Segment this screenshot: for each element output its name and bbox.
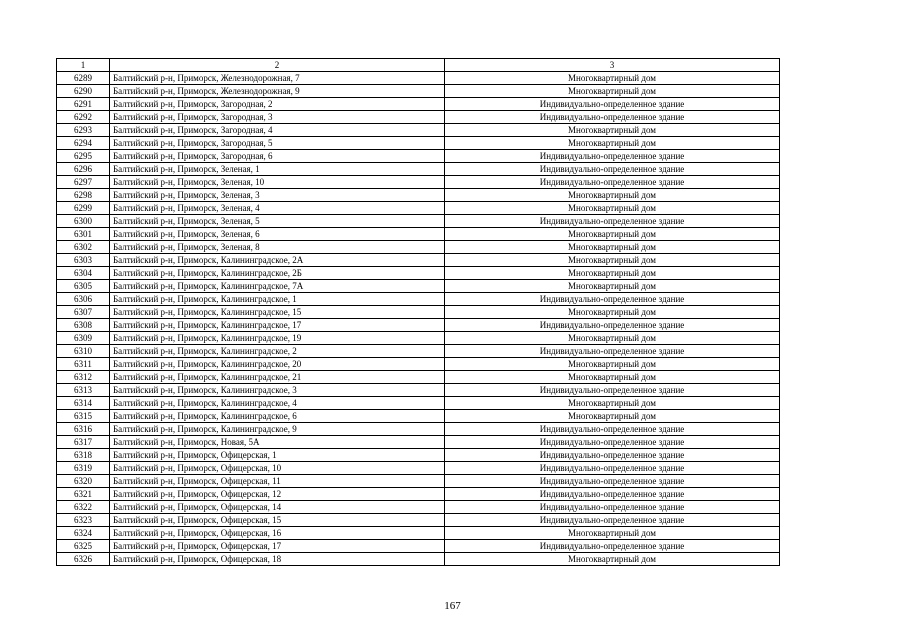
building-type-cell: Индивидуально-определенное здание (445, 111, 780, 124)
row-number-cell: 6317 (57, 436, 110, 449)
row-number-cell: 6300 (57, 215, 110, 228)
row-number-cell: 6321 (57, 488, 110, 501)
building-type-cell: Многоквартирный дом (445, 241, 780, 254)
table-row (57, 540, 780, 553)
table-row (57, 527, 780, 540)
table-row (57, 202, 780, 215)
address-cell: Балтийский р-н, Приморск, Калининградское, 21 (110, 371, 445, 384)
address-cell: Балтийский р-н, Приморск, Зеленая, 4 (110, 202, 445, 215)
row-number-cell: 6310 (57, 345, 110, 358)
building-type-cell: Индивидуально-определенное здание (445, 475, 780, 488)
table-row (57, 449, 780, 462)
row-number-cell: 6305 (57, 280, 110, 293)
row-number-cell: 6324 (57, 527, 110, 540)
table-row (57, 150, 780, 163)
table-row (57, 384, 780, 397)
address-cell: Балтийский р-н, Приморск, Калининградское, 17 (110, 319, 445, 332)
table-row (57, 332, 780, 345)
row-number-cell: 6298 (57, 189, 110, 202)
row-number-cell: 6299 (57, 202, 110, 215)
address-cell: Балтийский р-н, Приморск, Зеленая, 6 (110, 228, 445, 241)
table-row (57, 501, 780, 514)
building-type-cell: Многоквартирный дом (445, 202, 780, 215)
column-header-type: 3 (445, 59, 780, 72)
row-number-cell: 6297 (57, 176, 110, 189)
building-type-cell: Индивидуально-определенное здание (445, 293, 780, 306)
table-row (57, 228, 780, 241)
building-type-cell: Многоквартирный дом (445, 306, 780, 319)
table-row (57, 423, 780, 436)
building-type-cell: Многоквартирный дом (445, 254, 780, 267)
table-row (57, 293, 780, 306)
building-type-cell: Многоквартирный дом (445, 85, 780, 98)
table-row (57, 163, 780, 176)
building-type-cell: Индивидуально-определенное здание (445, 462, 780, 475)
table-row (57, 137, 780, 150)
building-type-cell: Индивидуально-определенное здание (445, 488, 780, 501)
table-row (57, 358, 780, 371)
building-type-cell: Индивидуально-определенное здание (445, 540, 780, 553)
row-number-cell: 6326 (57, 553, 110, 566)
row-number-cell: 6301 (57, 228, 110, 241)
address-cell: Балтийский р-н, Приморск, Загородная, 5 (110, 137, 445, 150)
row-number-cell: 6316 (57, 423, 110, 436)
address-cell: Балтийский р-н, Приморск, Загородная, 6 (110, 150, 445, 163)
row-number-cell: 6323 (57, 514, 110, 527)
building-type-cell: Индивидуально-определенное здание (445, 98, 780, 111)
row-number-cell: 6304 (57, 267, 110, 280)
row-number-cell: 6322 (57, 501, 110, 514)
address-cell: Балтийский р-н, Приморск, Новая, 5А (110, 436, 445, 449)
building-type-cell: Индивидуально-определенное здание (445, 319, 780, 332)
building-type-cell: Индивидуально-определенное здание (445, 150, 780, 163)
address-cell: Балтийский р-н, Приморск, Загородная, 4 (110, 124, 445, 137)
building-type-cell: Многоквартирный дом (445, 332, 780, 345)
column-header-address: 2 (110, 59, 445, 72)
table-row (57, 176, 780, 189)
registry-table (56, 58, 780, 566)
address-cell: Балтийский р-н, Приморск, Зеленая, 10 (110, 176, 445, 189)
row-number-cell: 6319 (57, 462, 110, 475)
row-number-cell: 6325 (57, 540, 110, 553)
address-cell: Балтийский р-н, Приморск, Калининградское, 4 (110, 397, 445, 410)
row-number-cell: 6307 (57, 306, 110, 319)
address-cell: Балтийский р-н, Приморск, Офицерская, 17 (110, 540, 445, 553)
address-cell: Балтийский р-н, Приморск, Калининградское, 2А (110, 254, 445, 267)
table-header-row (57, 59, 780, 72)
building-type-cell: Индивидуально-определенное здание (445, 345, 780, 358)
building-type-cell: Многоквартирный дом (445, 371, 780, 384)
row-number-cell: 6313 (57, 384, 110, 397)
address-cell: Балтийский р-н, Приморск, Зеленая, 5 (110, 215, 445, 228)
building-type-cell: Индивидуально-определенное здание (445, 501, 780, 514)
address-cell: Балтийский р-н, Приморск, Офицерская, 14 (110, 501, 445, 514)
row-number-cell: 6312 (57, 371, 110, 384)
address-cell: Балтийский р-н, Приморск, Калининградское, 2Б (110, 267, 445, 280)
building-type-cell: Индивидуально-определенное здание (445, 449, 780, 462)
table-row (57, 345, 780, 358)
table-row (57, 280, 780, 293)
row-number-cell: 6311 (57, 358, 110, 371)
building-type-cell: Многоквартирный дом (445, 228, 780, 241)
building-type-cell: Многоквартирный дом (445, 189, 780, 202)
row-number-cell: 6318 (57, 449, 110, 462)
building-type-cell: Индивидуально-определенное здание (445, 176, 780, 189)
address-cell: Балтийский р-н, Приморск, Калининградское, 1 (110, 293, 445, 306)
table-row (57, 436, 780, 449)
table-row (57, 462, 780, 475)
table-row (57, 488, 780, 501)
building-type-cell: Многоквартирный дом (445, 553, 780, 566)
address-cell: Балтийский р-н, Приморск, Загородная, 3 (110, 111, 445, 124)
table-row (57, 72, 780, 85)
row-number-cell: 6296 (57, 163, 110, 176)
table-row (57, 410, 780, 423)
row-number-cell: 6302 (57, 241, 110, 254)
table-row (57, 215, 780, 228)
building-type-cell: Многоквартирный дом (445, 137, 780, 150)
address-cell: Балтийский р-н, Приморск, Офицерская, 12 (110, 488, 445, 501)
address-cell: Балтийский р-н, Приморск, Калининградское, 15 (110, 306, 445, 319)
building-type-cell: Индивидуально-определенное здание (445, 384, 780, 397)
address-cell: Балтийский р-н, Приморск, Калининградское, 19 (110, 332, 445, 345)
table-row (57, 397, 780, 410)
row-number-cell: 6314 (57, 397, 110, 410)
row-number-cell: 6306 (57, 293, 110, 306)
row-number-cell: 6292 (57, 111, 110, 124)
building-type-cell: Многоквартирный дом (445, 280, 780, 293)
address-cell: Балтийский р-н, Приморск, Железнодорожная, 7 (110, 72, 445, 85)
row-number-cell: 6309 (57, 332, 110, 345)
address-cell: Балтийский р-н, Приморск, Калининградское, 3 (110, 384, 445, 397)
table-row (57, 306, 780, 319)
address-cell: Балтийский р-н, Приморск, Железнодорожная, 9 (110, 85, 445, 98)
row-number-cell: 6293 (57, 124, 110, 137)
table-row (57, 98, 780, 111)
page-number: 167 (444, 600, 461, 612)
building-type-cell: Многоквартирный дом (445, 72, 780, 85)
table-row (57, 475, 780, 488)
column-header-number: 1 (57, 59, 110, 72)
address-cell: Балтийский р-н, Приморск, Зеленая, 3 (110, 189, 445, 202)
building-type-cell: Индивидуально-определенное здание (445, 163, 780, 176)
building-type-cell: Многоквартирный дом (445, 527, 780, 540)
building-type-cell: Индивидуально-определенное здание (445, 514, 780, 527)
table-row (57, 124, 780, 137)
table-row (57, 189, 780, 202)
address-cell: Балтийский р-н, Приморск, Офицерская, 1 (110, 449, 445, 462)
row-number-cell: 6303 (57, 254, 110, 267)
building-type-cell: Многоквартирный дом (445, 358, 780, 371)
building-type-cell: Многоквартирный дом (445, 397, 780, 410)
building-type-cell: Многоквартирный дом (445, 267, 780, 280)
row-number-cell: 6291 (57, 98, 110, 111)
address-cell: Балтийский р-н, Приморск, Зеленая, 8 (110, 241, 445, 254)
table-row (57, 267, 780, 280)
table-row (57, 111, 780, 124)
building-type-cell: Многоквартирный дом (445, 124, 780, 137)
address-cell: Балтийский р-н, Приморск, Зеленая, 1 (110, 163, 445, 176)
address-cell: Балтийский р-н, Приморск, Калининградское, 9 (110, 423, 445, 436)
row-number-cell: 6320 (57, 475, 110, 488)
building-type-cell: Индивидуально-определенное здание (445, 215, 780, 228)
building-type-cell: Индивидуально-определенное здание (445, 423, 780, 436)
address-cell: Балтийский р-н, Приморск, Калининградское, 2 (110, 345, 445, 358)
address-cell: Балтийский р-н, Приморск, Офицерская, 10 (110, 462, 445, 475)
address-cell: Балтийский р-н, Приморск, Калининградское, 20 (110, 358, 445, 371)
table-row (57, 85, 780, 98)
address-cell: Балтийский р-н, Приморск, Загородная, 2 (110, 98, 445, 111)
table-row (57, 371, 780, 384)
address-cell: Балтийский р-н, Приморск, Офицерская, 11 (110, 475, 445, 488)
table-row (57, 553, 780, 566)
table-row (57, 319, 780, 332)
row-number-cell: 6308 (57, 319, 110, 332)
building-type-cell: Многоквартирный дом (445, 410, 780, 423)
table-row (57, 514, 780, 527)
address-cell: Балтийский р-н, Приморск, Калининградское, 6 (110, 410, 445, 423)
row-number-cell: 6290 (57, 85, 110, 98)
row-number-cell: 6294 (57, 137, 110, 150)
address-cell: Балтийский р-н, Приморск, Офицерская, 16 (110, 527, 445, 540)
table-row (57, 254, 780, 267)
row-number-cell: 6315 (57, 410, 110, 423)
table-row (57, 241, 780, 254)
address-cell: Балтийский р-н, Приморск, Калининградское, 7А (110, 280, 445, 293)
address-cell: Балтийский р-н, Приморск, Офицерская, 15 (110, 514, 445, 527)
row-number-cell: 6295 (57, 150, 110, 163)
address-cell: Балтийский р-н, Приморск, Офицерская, 18 (110, 553, 445, 566)
table-body (57, 72, 780, 566)
row-number-cell: 6289 (57, 72, 110, 85)
building-type-cell: Индивидуально-определенное здание (445, 436, 780, 449)
